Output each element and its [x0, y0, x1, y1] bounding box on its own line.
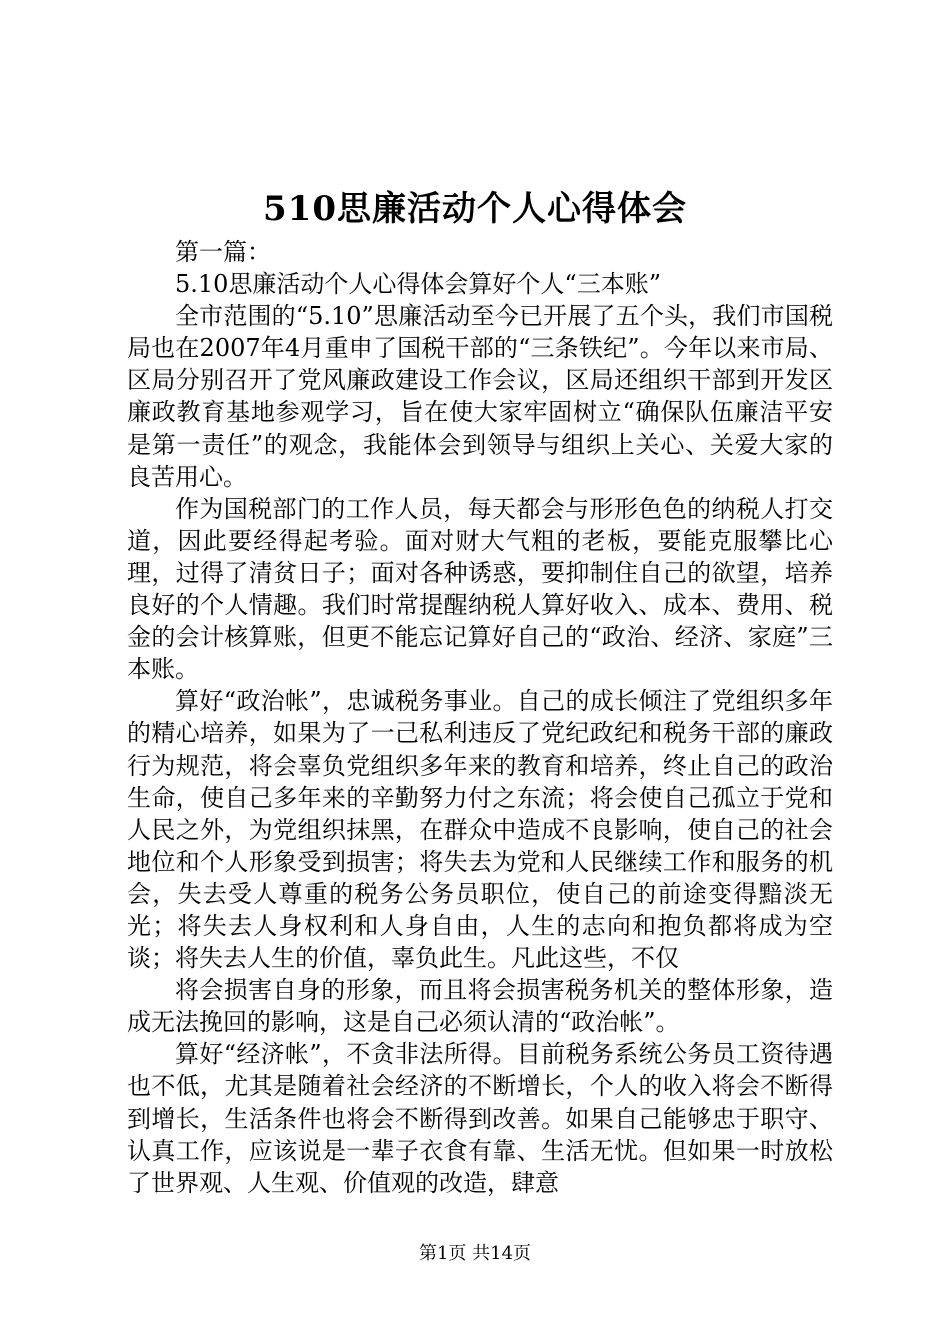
paragraph-political-account: 算好“政治帐”，忠诚税务事业。自己的成长倾注了党组织多年的精心培养，如果为了一己私利违反了党纪政纪和税务干部的廉政行为规范，将会辜负党组织多年来的教育和培养，终止自己的政治生命，使自己多年来的辛勤努力付之东流；将会使自己孤立于党和人民之外，为党组织抹黑，在群众中造成不良影响，使自己的社会地位和个人形象受到损害；将失去为党和人民继续工作和服务的机会，失去受人尊重的税务公务员职位，使自己的前途变得黯淡无光；将失去人身权利和人身自由，人生的志向和抱负都将成为空谈；将失去人生的价值，辜负此生。凡此这些，不仅 — [127, 687, 833, 973]
document-title: 510思廉活动个人心得体会 — [263, 189, 687, 229]
article-subtitle: 5.10思廉活动个人心得体会算好个人“三本账” — [175, 270, 661, 299]
page-footer: 第1页 共14页 — [418, 1243, 532, 1264]
paragraph-political-account-continued: 将会损害自身的形象，而且将会损害税务机关的整体形象，造成无法挽回的影响，这是自己必须认清的“政治帐”。 — [127, 976, 833, 1037]
paragraph-three-accounts: 作为国税部门的工作人员，每天都会与形形色色的纳税人打交道，因此要经得起考验。面对财大气粗的老板，要能克服攀比心理，过得了清贫日子；面对各种诱惑，要抑制住自己的欲望，培养良好的个人情趣。我们时常提醒纳税人算好收入、成本、费用、税金的会计核算账，但更不能忘记算好自己的“政治、经济、家庭”三本账。 — [127, 494, 833, 684]
paragraph-intro: 全市范围的“5.10”思廉活动至今已开展了五个头，我们市国税局也在2007年4月重申了国税干部的“三条铁纪”。今年以来市局、区局分别召开了党风廉政建设工作会议，区局还组织干部到开发区廉政教育基地参观学习，旨在使大家牢固树立“确保队伍廉洁平安是第一责任”的观念，我能体会到领导与组织上关心、关爱大家的良苦用心。 — [127, 302, 833, 491]
document-body — [127, 236, 833, 1199]
paragraph-economic-account: 算好“经济帐”，不贪非法所得。目前税务系统公务员工资待遇也不低，尤其是随着社会经济的不断增长，个人的收入将会不断得到增长，生活条件也将会不断得到改善。如果自己能够忠于职守、认真工作，应该说是一辈子衣食有靠、生活无忧。但如果一时放松了世界观、人生观、价值观的改造，肆意 — [127, 1040, 833, 1197]
section-heading: 第一篇： — [175, 238, 271, 266]
